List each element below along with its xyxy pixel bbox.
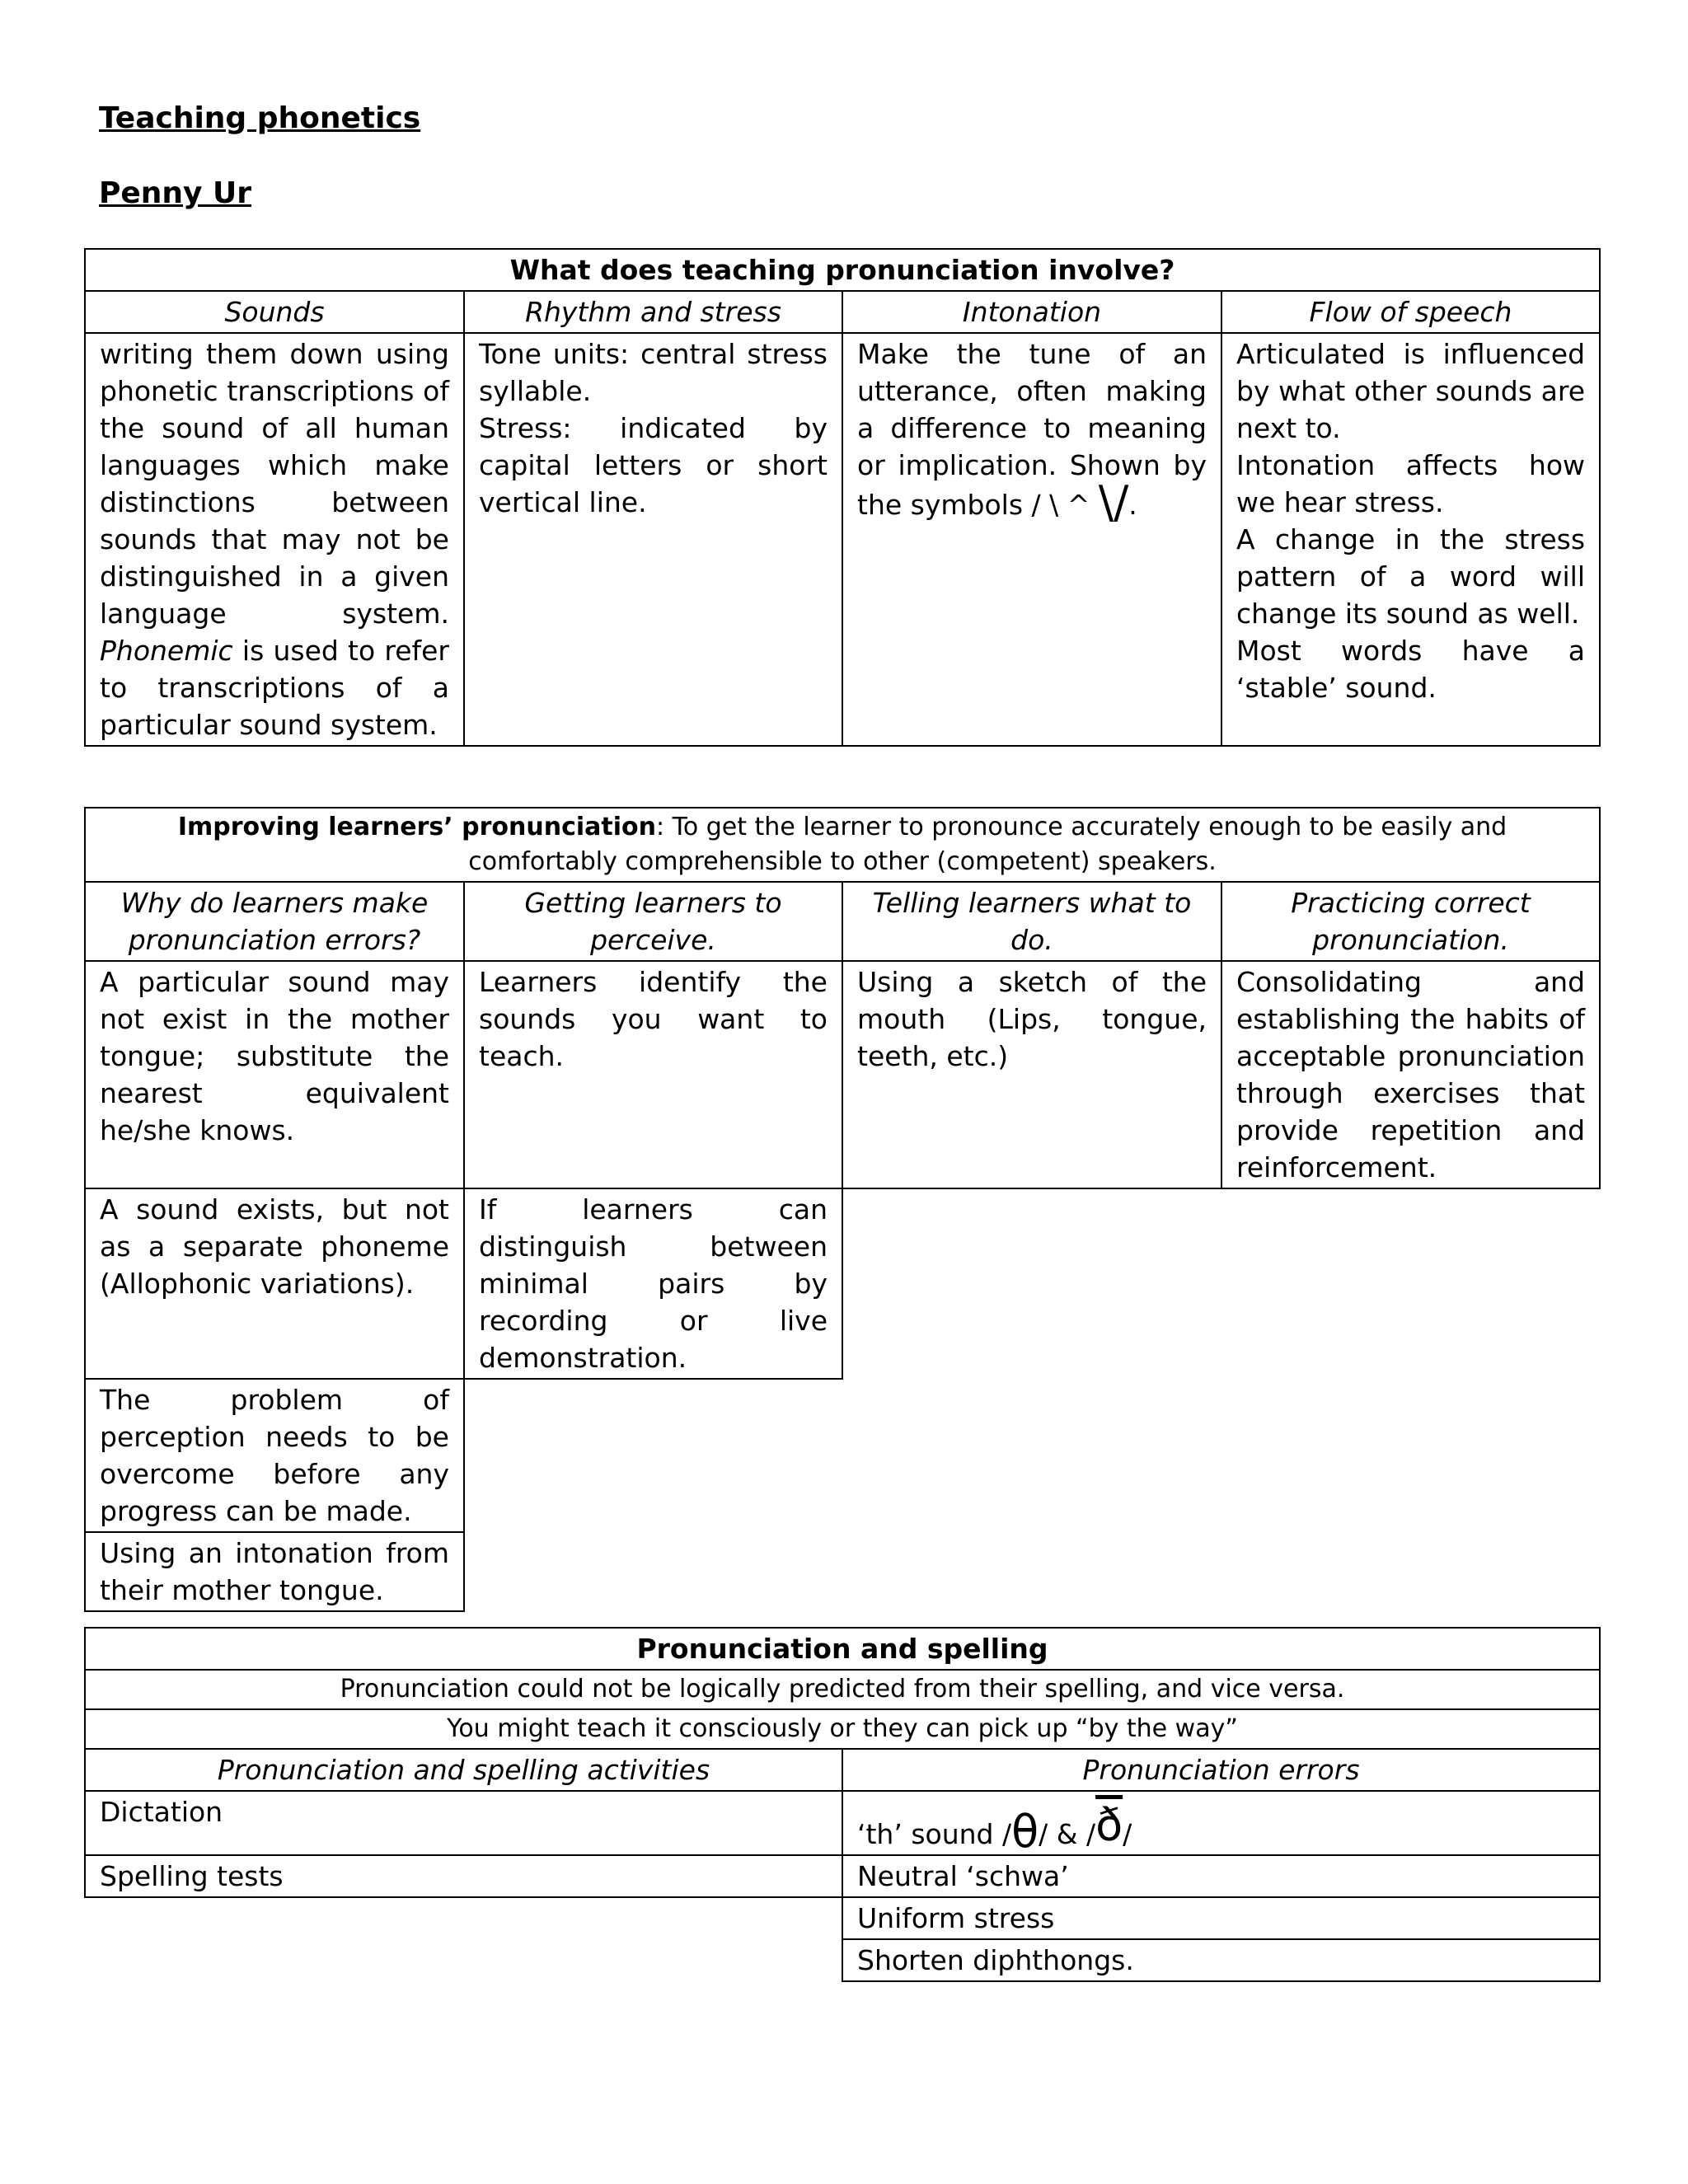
table2-title-bold: Improving learners’ pronunciation: [177, 813, 656, 841]
table2-title-rest: : To get the learner to pronounce accurately enough to be easily and comfortably comprehensible to other (competent) speakers.: [468, 813, 1507, 876]
pronunciation-spelling-table: [84, 1627, 1601, 1982]
th-suffix: /: [1123, 1818, 1132, 1850]
table1-intonation-cell: Make the tune of an utterance, often making a difference to meaning or implication. Shown by the symbols / \ ^ \/.: [842, 333, 1221, 746]
table2-header-practicing: Practicing correct pronunciation.: [1221, 882, 1600, 961]
author-name: Penny Ur: [99, 176, 252, 210]
intonation-text: Make the tune of an utterance, often making a difference to meaning or implication. Shown by the symbols / \ ^: [857, 338, 1207, 521]
flow-p1: Articulated is influenced by what other sounds are next to.: [1236, 338, 1586, 444]
table1-header-rhythm: Rhythm and stress: [464, 291, 842, 333]
perceive-item-1: Learners identify the sounds you want to teach.: [464, 961, 842, 1188]
tone-units-text: Tone units: central stress syllable.: [479, 338, 828, 407]
sounds-text-after: is used to refer to transcriptions of a particular sound system.: [100, 635, 450, 741]
why-item-2: A sound exists, but not as a separate phoneme (Allophonic variations).: [85, 1188, 464, 1379]
why-item-1: A particular sound may not exist in the mother tongue; substitute the nearest equivalent he/she knows.: [85, 961, 464, 1188]
table3-header-activities: Pronunciation and spelling activities: [85, 1749, 842, 1791]
table1-header-intonation: Intonation: [842, 291, 1221, 333]
table3-title: Pronunciation and spelling: [85, 1628, 1600, 1670]
page-title: Teaching phonetics: [99, 101, 421, 135]
practicing-item-1: Consolidating and establishing the habits of acceptable pronunciation through exercises that provide repetition and reinforcement.: [1221, 961, 1600, 1188]
table1-rhythm-cell: [464, 333, 842, 746]
th-prefix: ‘th’ sound /: [857, 1818, 1012, 1850]
pronunciation-involve-table: [84, 248, 1601, 747]
table2-header-perceive: Getting learners to perceive.: [464, 882, 842, 961]
why-item-3: The problem of perception needs to be overcome before any progress can be made.: [85, 1379, 464, 1532]
flow-p4: Most words have a ‘stable’ sound.: [1236, 635, 1586, 704]
error-schwa: Neutral ‘schwa’: [842, 1855, 1600, 1897]
improving-pronunciation-table: [84, 807, 1601, 1612]
flow-p3: A change in the stress pattern of a word will change its sound as well.: [1236, 523, 1586, 630]
table2-header-why: Why do learners make pronunciation errors?: [85, 882, 464, 961]
why-item-4: Using an intonation from their mother tongue.: [85, 1532, 464, 1611]
stress-text: Stress: indicated by capital letters or short vertical line.: [479, 412, 828, 518]
table1-header-flow: Flow of speech: [1221, 291, 1600, 333]
sounds-text-before: writing them down using phonetic transcriptions of the sound of all human languages which make distinctions between sounds that may not be distinguished in a given language system.: [100, 338, 449, 630]
telling-item-1: Using a sketch of the mouth (Lips, tongue, teeth, etc.): [842, 961, 1221, 1188]
table3-header-errors: Pronunciation errors: [842, 1749, 1600, 1791]
table1-header-sounds: Sounds: [85, 291, 464, 333]
table1-sounds-cell: [85, 333, 464, 746]
table2-header-telling: Telling learners what to do.: [842, 882, 1221, 961]
table3-line2: You might teach it consciously or they can pick up “by the way”: [85, 1709, 1600, 1749]
error-th-sound: [842, 1791, 1600, 1858]
theta-symbol: θ: [1011, 1806, 1039, 1858]
table3-line1: Pronunciation could not be logically predicted from their spelling, and vice versa.: [85, 1670, 1600, 1709]
flow-p2: Intonation affects how we hear stress.: [1236, 449, 1586, 518]
error-uniform-stress: Uniform stress: [842, 1897, 1600, 1939]
th-middle: / & /: [1039, 1818, 1096, 1850]
eth-symbol: $\overline{ð}$: [1095, 1799, 1123, 1851]
table1-flow-cell: [1221, 333, 1600, 746]
table2-title: [85, 808, 1600, 882]
activity-spelling-tests: Spelling tests: [85, 1855, 842, 1897]
error-diphthongs: Shorten diphthongs.: [842, 1939, 1600, 1981]
phonemic-term: Phonemic: [100, 635, 233, 667]
activity-dictation: Dictation: [85, 1791, 842, 1855]
table1-title: What does teaching pronunciation involve?: [85, 249, 1600, 291]
fall-rise-symbol: \/: [1098, 476, 1129, 528]
perceive-item-2: If learners can distinguish between minimal pairs by recording or live demonstration.: [464, 1188, 842, 1379]
